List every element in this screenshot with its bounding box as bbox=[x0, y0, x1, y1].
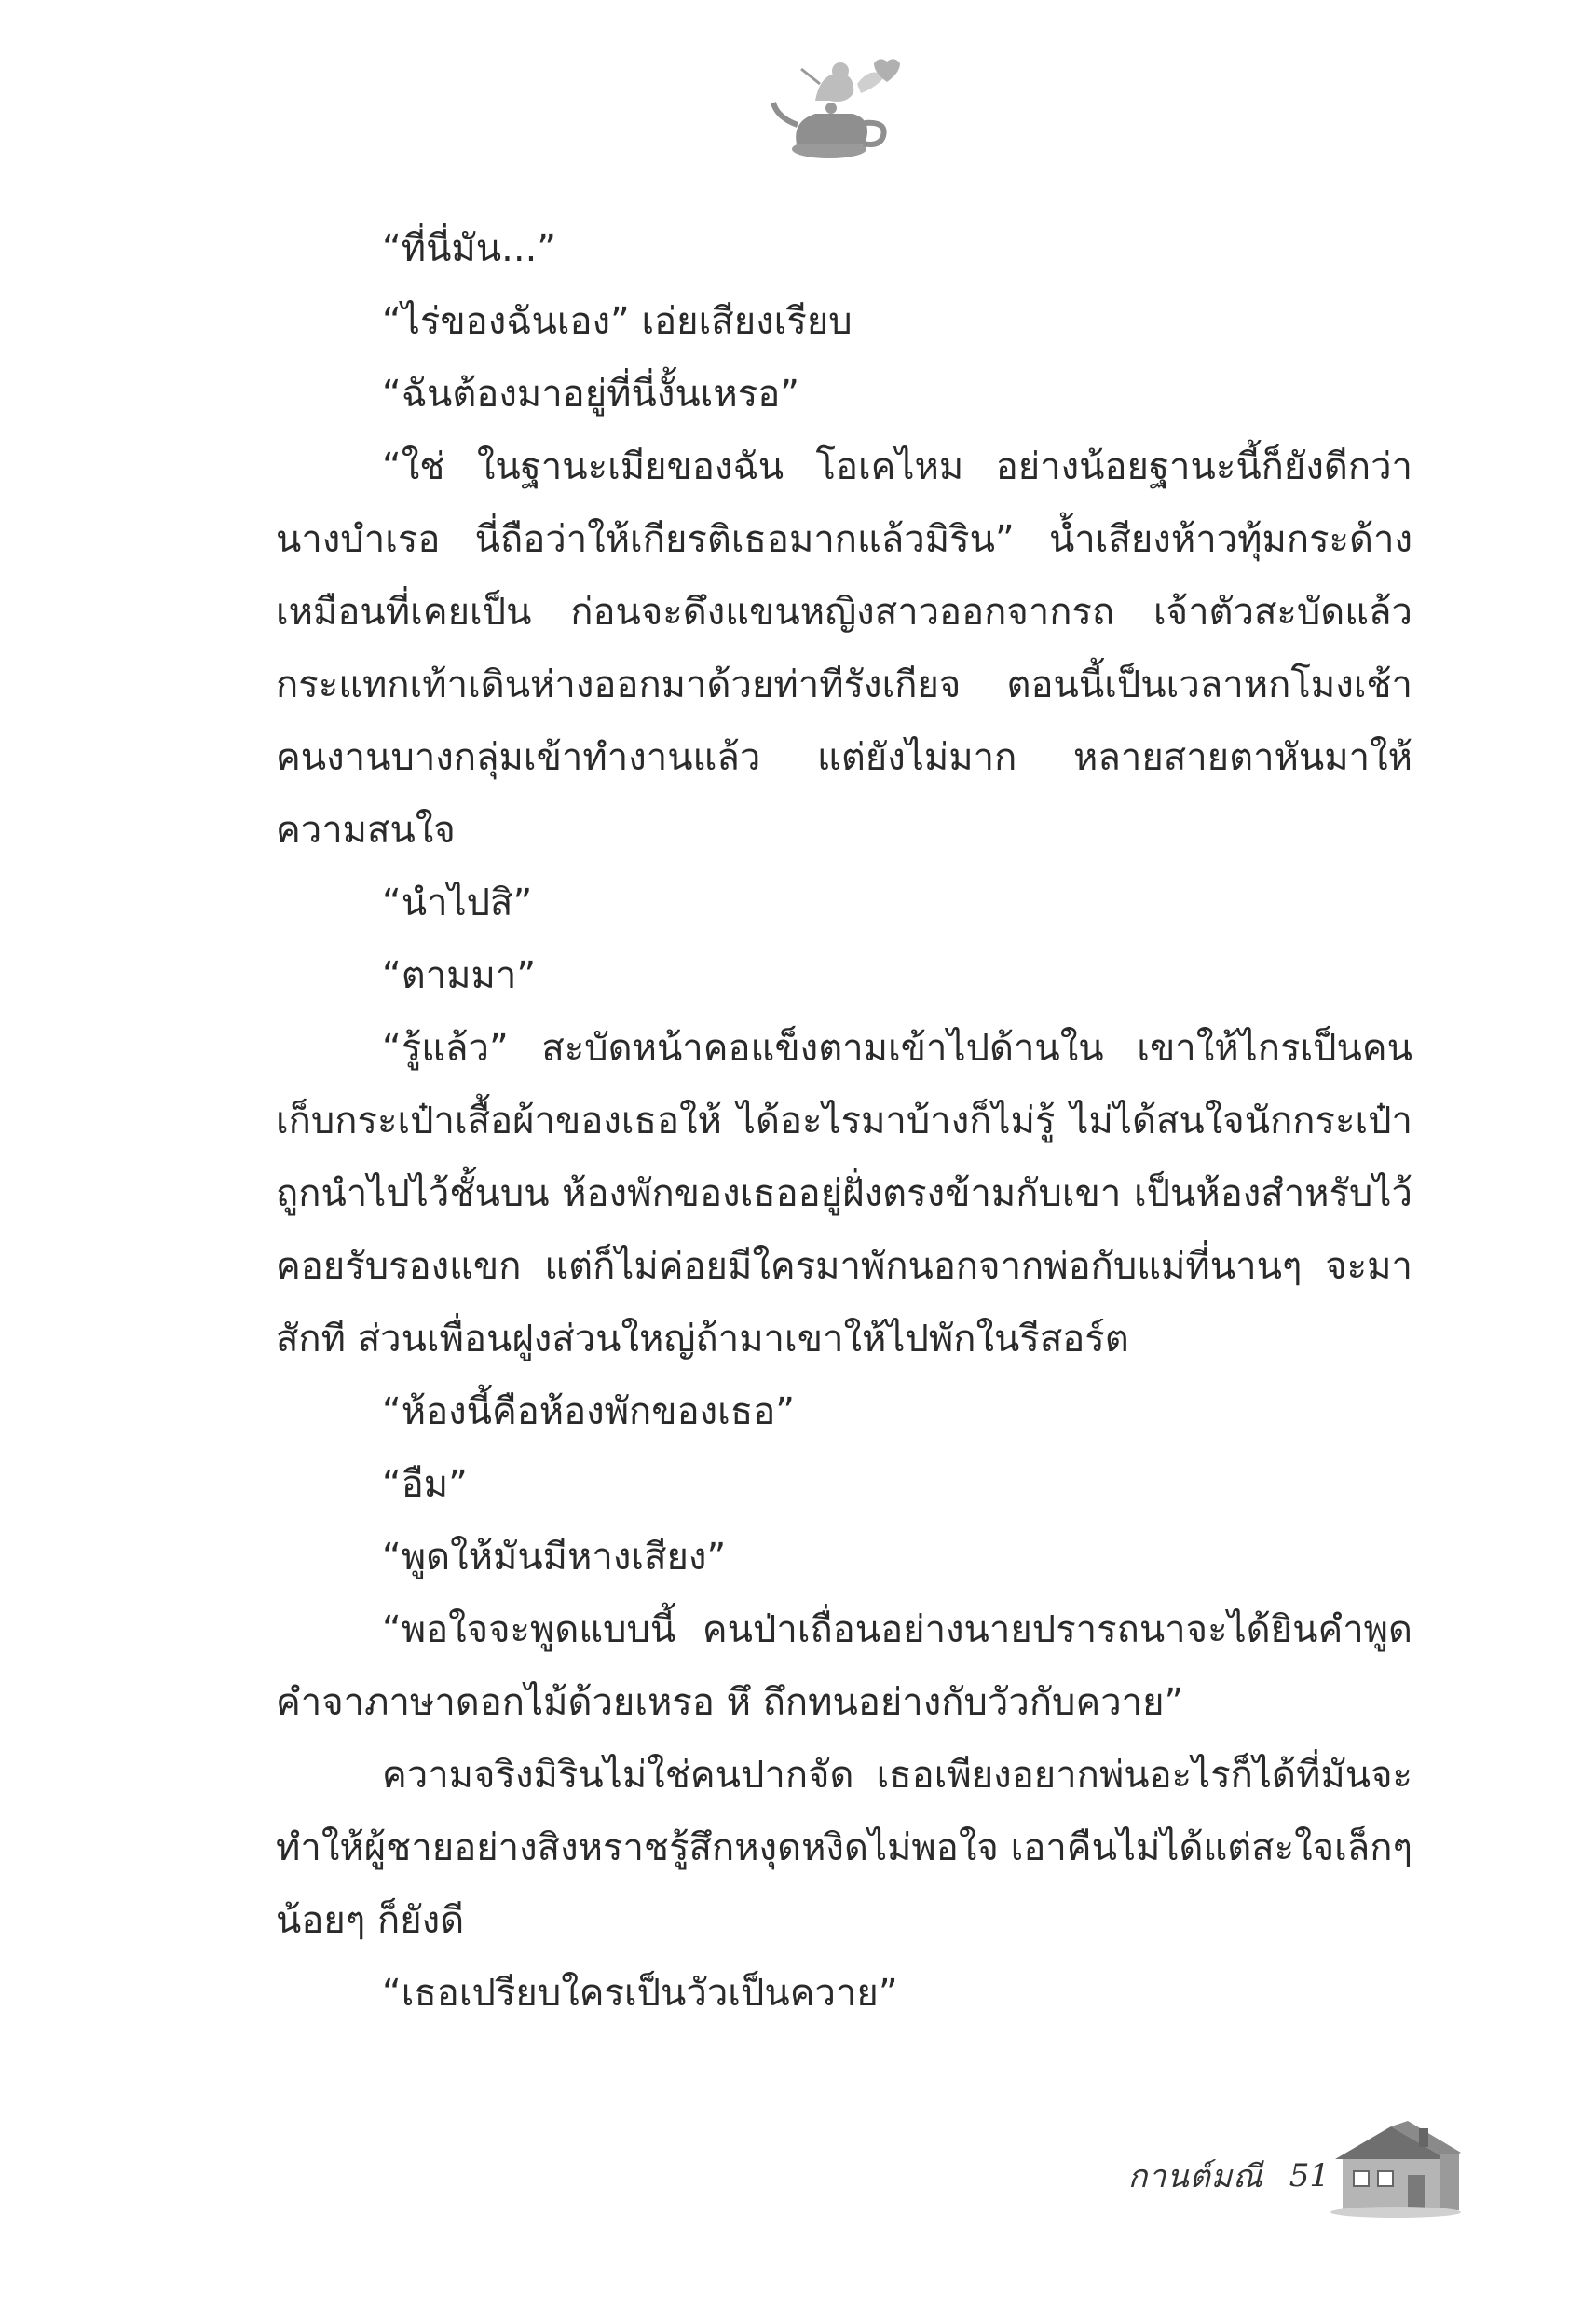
house-icon bbox=[1326, 2108, 1466, 2220]
paragraph: “อืม” bbox=[382, 1463, 468, 1506]
paragraph: “ไร่ของฉันเอง” เอ่ยเสียงเรียบ bbox=[382, 300, 853, 343]
paragraph: “ใช่ ในฐานะเมียของฉัน โอเคไหม อย่างน้อยฐานะนี้ก็ยังดีกว่านางบำเรอ นี่ถือว่าให้เกียรติเธอมากแล้วมิริน” น้ำเสียงห้าวทุ้มกระด้างเหมือนที่เคยเป็น ก่อนจะดึงแขนหญิงสาวออกจากรถ เจ้าตัวสะบัดแล้วกระแทกเท้าเดินห่างออกมาด้วยท่าทีรังเกียจ ตอนนี้เป็นเวลาหกโมงเช้า คนงานบางกลุ่มเข้าทำงานแล้ว แต่ยังไม่มาก หลายสายตาหันมาให้ความสนใจ bbox=[276, 445, 1412, 852]
page-footer bbox=[1128, 2134, 1330, 2218]
paragraph: “เธอเปรียบใครเป็นวัวเป็นควาย” bbox=[382, 1972, 898, 2015]
page-number: 51 bbox=[1289, 2157, 1330, 2195]
paragraph: “นำไปสิ” bbox=[382, 882, 533, 924]
paragraph: “รู้แล้ว” สะบัดหน้าคอแข็งตามเข้าไปด้านใน เขาให้ไกรเป็นคนเก็บกระเป๋าเสื้อผ้าของเธอให้ ได้อะไรมาบ้างก็ไม่รู้ ไม่ได้สนใจนักกระเป๋าถูกนำไปไว้ชั้นบน ห้องพักของเธออยู่ฝั่งตรงข้ามกับเขา เป็นห้องสำหรับไว้คอยรับรองแขก แต่ก็ไม่ค่อยมีใครมาพักนอกจากพ่อกับแม่ที่นานๆ จะมาสักที ส่วนเพื่อนฝูงส่วนใหญ่ถ้ามาเขาให้ไปพักในรีสอร์ต bbox=[276, 1027, 1412, 1361]
paragraph: “พอใจจะพูดแบบนี้ คนป่าเถื่อนอย่างนายปรารถนาจะได้ยินคำพูดคำจาภาษาดอกไม้ด้วยเหรอ หึ ถึกทนอย่างกับวัวกับควาย” bbox=[276, 1608, 1412, 1724]
paragraph: “ฉันต้องมาอยู่ที่นี่งั้นเหรอ” bbox=[382, 373, 799, 416]
paragraph: “พูดให้มันมีหางเสียง” bbox=[382, 1536, 727, 1579]
paragraph: “ที่นี่มัน...” bbox=[382, 227, 557, 270]
paragraph: “ตามมา” bbox=[382, 954, 537, 997]
paragraph: ความจริงมิรินไม่ใช่คนปากจัด เธอเพียงอยากพ่นอะไรก็ได้ที่มันจะทำให้ผู้ชายอย่างสิงหราชรู้สึกหงุดหงิดไม่พอใจ เอาคืนไม่ได้แต่สะใจเล็กๆ น้อยๆ ก็ยังดี bbox=[276, 1754, 1412, 1942]
cupid-teapot-ornament-icon bbox=[764, 56, 913, 168]
body-text bbox=[276, 212, 1412, 2030]
paragraph: “ห้องนี้คือห้องพักของเธอ” bbox=[382, 1390, 796, 1433]
footer-title: กานต์มณี bbox=[1127, 2158, 1263, 2195]
